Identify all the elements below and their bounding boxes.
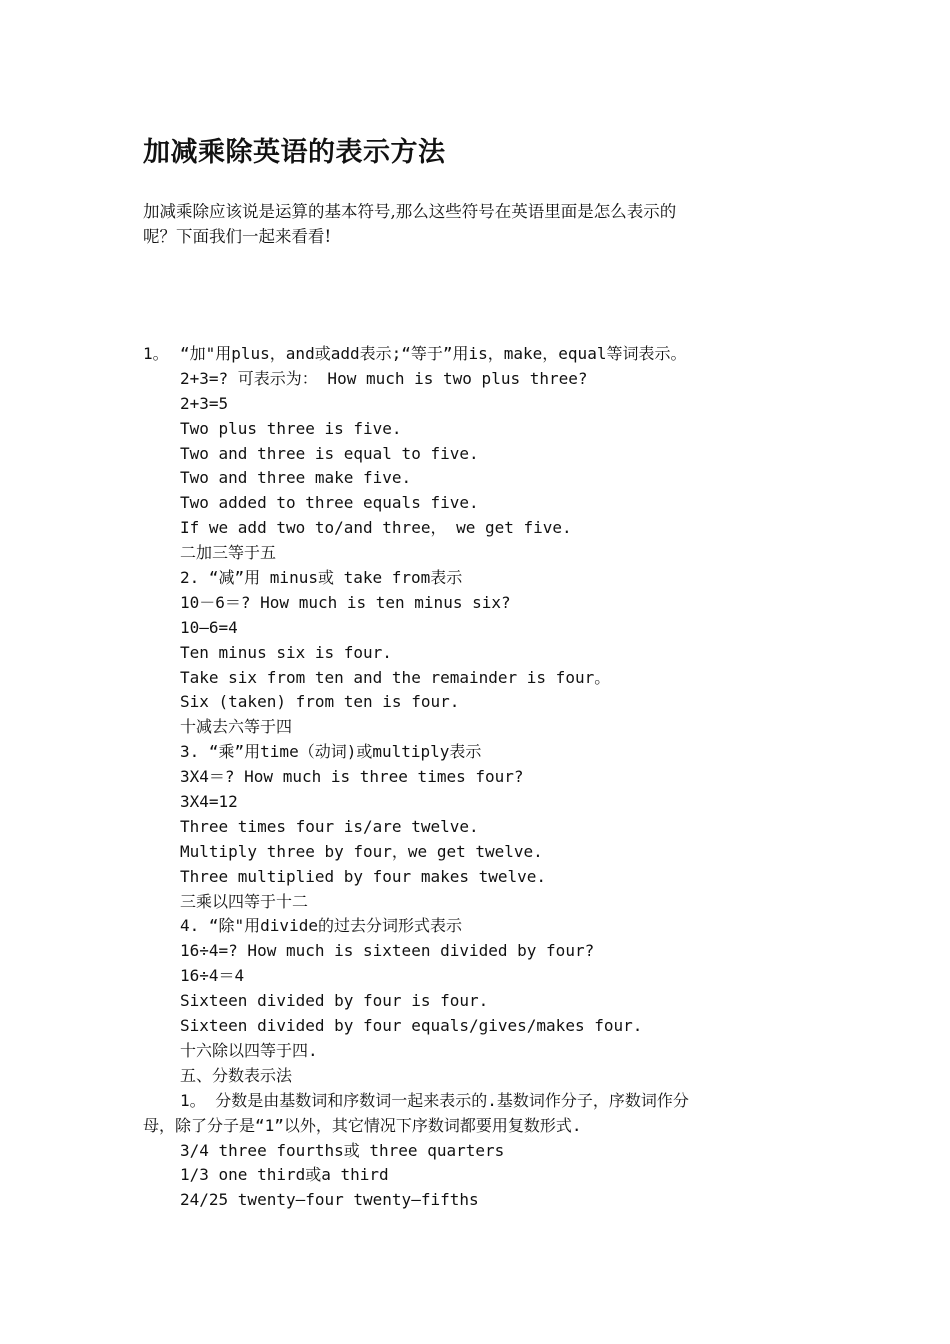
- text-line: Six (taken) from ten is four.: [180, 692, 460, 712]
- fraction-paragraph-line: 1。 分数是由基数词和序数词一起来表示的.基数词作分子，序数词作分: [180, 1090, 689, 1110]
- text-line: 10—6=4: [180, 617, 238, 637]
- text-line: 3X4=12: [180, 792, 238, 812]
- intro-line: 呢？下面我们一起来看看!: [143, 227, 332, 246]
- text-line: Two and three is equal to five.: [180, 443, 479, 463]
- text-line: 3X4＝? How much is three times four?: [180, 767, 524, 787]
- text-line: Take six from ten and the remainder is four。: [180, 667, 611, 687]
- text-line: Sixteen divided by four equals/gives/makes four.: [180, 1016, 643, 1036]
- fraction-paragraph-line: 母，除了分子是“1”以外，其它情况下序数词都要用复数形式.: [143, 1115, 582, 1135]
- text-line: Two and three make five.: [180, 468, 412, 488]
- section-heading: 五、分数表示法: [180, 1065, 293, 1085]
- document-body: [143, 342, 803, 1213]
- text-line: Two plus three is five.: [180, 418, 402, 438]
- text-line: Two added to three equals five.: [180, 493, 479, 513]
- section-heading: 3. “乘”用time（动词)或multiply表示: [180, 742, 482, 762]
- text-line: 三乘以四等于十二: [180, 891, 309, 911]
- item-number: 1。: [143, 344, 169, 363]
- text-line: 16÷4=? How much is sixteen divided by four?: [180, 941, 595, 961]
- intro-paragraph: [143, 199, 793, 249]
- item-1-heading: [143, 342, 803, 367]
- text-line: 二加三等于五: [180, 543, 277, 563]
- text-line: 16÷4＝4: [180, 966, 245, 986]
- text-line: 10－6＝? How much is ten minus six?: [180, 592, 511, 612]
- text-line: Three times four is/are twelve.: [180, 816, 479, 836]
- text-line: 24/25 twenty—four twenty—fifths: [180, 1190, 479, 1210]
- text-line: 十减去六等于四: [180, 717, 293, 737]
- page-title: 加减乘除英语的表示方法: [143, 137, 446, 168]
- section-heading: 4. “除"用divide的过去分词形式表示: [180, 916, 462, 936]
- text-line: Sixteen divided by four is four.: [180, 991, 489, 1011]
- text-line: 2+3=? 可表示为： How much is two plus three?: [180, 368, 588, 388]
- text-line: 1/3 one third或a third: [180, 1165, 389, 1185]
- text-line: 2+3=5: [180, 393, 229, 413]
- item-heading-text: “加"用plus，and或add表示;“等于”用is，make，equal等词表示。: [180, 344, 687, 363]
- text-line: Multiply three by four，we get twelve.: [180, 841, 543, 861]
- text-line: If we add two to/and three， we get five.: [180, 518, 572, 538]
- text-line: 3/4 three fourths或 three quarters: [180, 1140, 505, 1160]
- intro-line: 加减乘除应该说是运算的基本符号,那么这些符号在英语里面是怎么表示的: [143, 202, 677, 221]
- text-line: Ten minus six is four.: [180, 642, 392, 662]
- text-line: Three multiplied by four makes twelve.: [180, 866, 547, 886]
- section-heading: 2. “减”用 minus或 take from表示: [180, 568, 463, 588]
- text-line: 十六除以四等于四.: [180, 1040, 318, 1060]
